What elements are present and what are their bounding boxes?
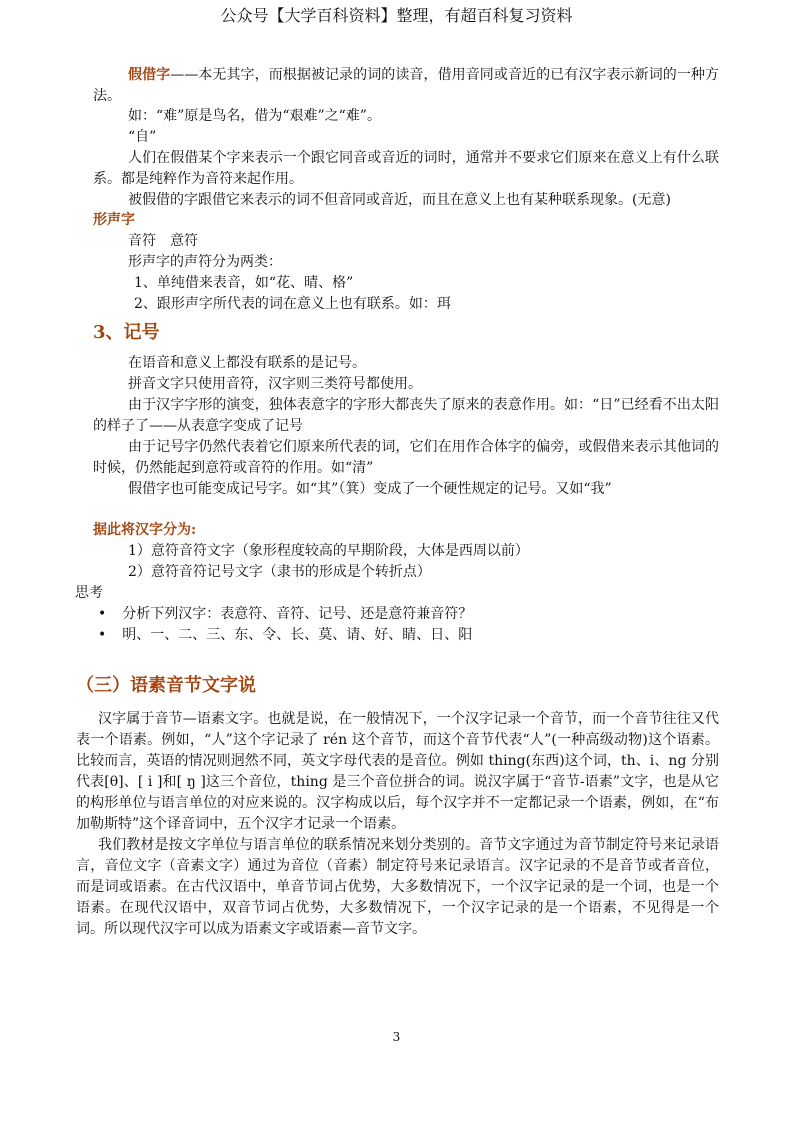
bullet-text: 明、一、二、三、东、令、长、莫、请、好、睛、日、阳	[122, 627, 473, 643]
xingsheng-item-2: 2、跟形声字所代表的词在意义上也有联系。如：珥	[134, 296, 451, 312]
jiajie-example2: “自”	[128, 129, 157, 145]
term-jiajie: 假借字	[128, 67, 171, 83]
xingsheng-intro: 形声字的声符分为两类：	[128, 254, 282, 270]
jiajie-note2: 被假借的字跟借它来表示的词不但音同或音近，而且在意义上也有某种联系现象。(无意)	[128, 192, 671, 208]
classification-item-1: 1）意符音符文字（象形程度较高的早期阶段，大体是西周以前）	[128, 543, 529, 559]
xingsheng-heading: 形声字	[93, 212, 135, 228]
jihao-p3: 由于汉字字形的演变，独体表意字的字形大都丧失了原来的表意作用。如：“日”已经看不出太阳的样子了——从表意字变成了记号	[93, 397, 719, 434]
bullet-icon: •	[98, 606, 107, 622]
jiajie-note1: 人们在假借某个字来表示一个跟它同音或音近的词时，通常并不要求它们原来在意义上有什么联系。都是纯粹作为音符来起作用。	[93, 150, 719, 187]
bullet-item	[98, 604, 472, 625]
section3-heading: （三）语素音节文字说	[76, 675, 256, 696]
page-number: 3	[392, 1030, 401, 1044]
section3-p1: 汉字属于音节—语素文字。也就是说，在一般情况下，一个汉字记录一个音节，而一个音节往往又代表一个语素。例如，“人”这个字记录了 rén 这个音节，而这个音节代表“人”(一种高级动物)这个语素。比较而言，英语的情况则迥然不同，英文字母代表的是音位。例如 thing(东西)这个词，th、i、ng 分别代表[θ]、[ i ]和[ ŋ ]这三个音位，thing 是三个音位拼合的词。说汉字属于“音节-语素”文字，也是从它的构形单位与语言单位的对应来说的。汉字构成以后，每个汉字并不一定都记录一个语素，例如，在“布加勒斯特”这个译音词中，五个汉字才记录一个语素。	[76, 711, 719, 832]
bullet-icon: •	[98, 627, 107, 643]
jihao-p5: 假借字也可能变成记号字。如“其”（箕）变成了一个硬性规定的记号。又如“我”	[128, 481, 612, 497]
definition-text: ——本无其字，而根据被记录的词的读音，借用音同或音近的已有汉字表示新词的一种方法。	[93, 67, 720, 104]
jihao-heading: 3、记号	[93, 322, 160, 343]
thinking-label: 思考	[75, 585, 103, 601]
bullet-item	[98, 625, 472, 646]
jihao-p1: 在语音和意义上都没有联系的是记号。	[128, 355, 366, 371]
page-header: 公众号【大学百科资料】整理，有超百科复习资料	[220, 6, 573, 25]
classification-heading: 据此将汉字分为:	[93, 522, 197, 538]
section3-p2: 我们教材是按文字单位与语言单位的联系情况来划分类别的。音节文字通过为音节制定符号来记录语言，音位文字（音素文字）通过为音位（音素）制定符号来记录语言。汉字记录的不是音节或者音位，而是词或语素。在古代汉语中，单音节词占优势，大多数情况下，一个汉字记录的是一个词，也是一个语素。在现代汉语中，双音节词占优势，大多数情况下，一个汉字记录的是一个语素，不见得是一个词。所以现代汉字可以成为语素文字或语素—音节文字。	[76, 837, 719, 937]
jihao-p2: 拼音文字只使用音符，汉字则三类符号都使用。	[128, 376, 422, 392]
bullet-text: 分析下列汉字：表意符、音符、记号、还是意符兼音符？	[122, 606, 473, 622]
classification-item-2: 2）意符音符记号文字（隶书的形成是个转折点）	[128, 564, 431, 580]
jiajie-example: 如：“难”原是鸟名，借为“艰难”之“难”。	[128, 108, 381, 124]
xingsheng-item-1: 1、单纯借来表音，如“花、晴、格”	[134, 275, 354, 291]
jihao-p4: 由于记号字仍然代表着它们原来所代表的词，它们在用作合体字的偏旁，或假借来表示其他词的时候，仍然能起到意符或音符的作用。如“清”	[93, 439, 719, 476]
jiajie-definition	[93, 65, 719, 107]
xingsheng-parts: 音符 意符	[128, 233, 198, 249]
